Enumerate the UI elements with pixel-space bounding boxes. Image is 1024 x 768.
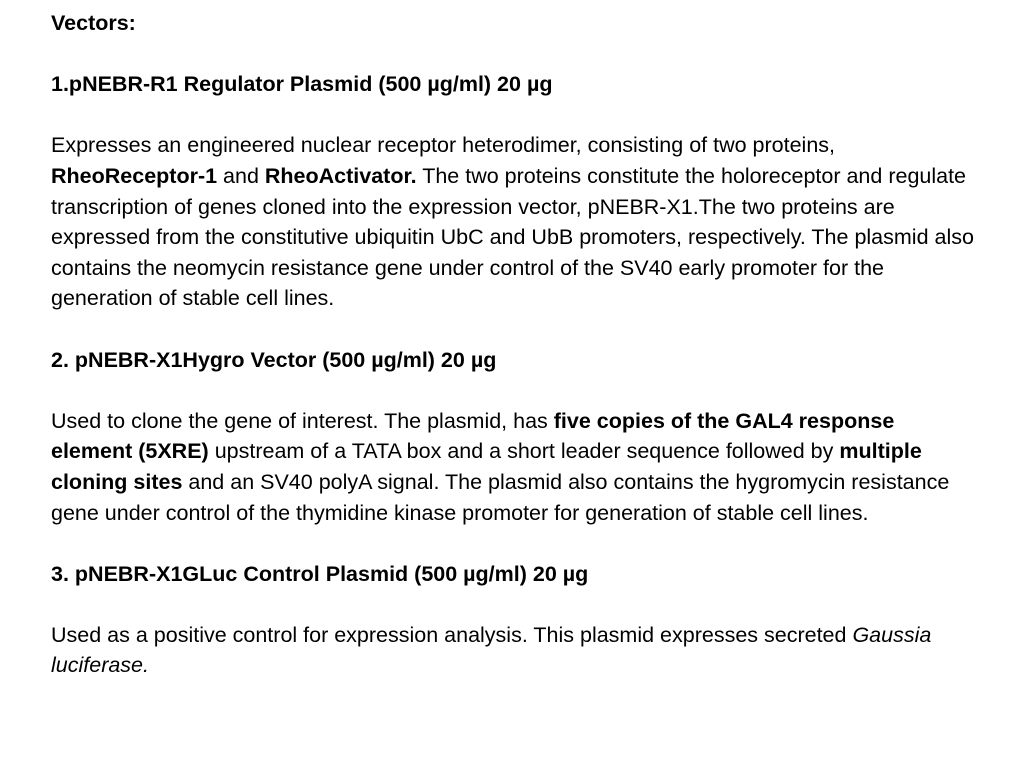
spacer <box>51 589 981 620</box>
italic-term-gaussia-luciferase: Gaussia luciferase. <box>51 622 932 678</box>
section-heading-hygro-vector: 2. pNEBR-X1Hygro Vector (500 µg/ml) 20 µg <box>51 347 497 372</box>
spacer <box>51 39 981 70</box>
section-heading-regulator-plasmid: 1.pNEBR-R1 Regulator Plasmid (500 µg/ml) 20 µg <box>51 72 553 97</box>
section-paragraph-gluc-control <box>51 620 981 681</box>
text-run: upstream of a TATA box and a short leader sequence followed by <box>208 439 840 464</box>
section-heading-gluc-control: 3. pNEBR-X1GLuc Control Plasmid (500 µg/ml) 20 µg <box>51 561 589 586</box>
section-paragraph-regulator-plasmid <box>51 130 981 314</box>
text-run: and <box>217 163 265 188</box>
text-run: and an SV40 polyA signal. The plasmid also contains the hygromycin resistance gene under control of the thymidine kinase promoter for generation of stable cell lines. <box>51 469 950 525</box>
page-title: Vectors: <box>51 11 136 35</box>
section-paragraph-hygro-vector <box>51 406 981 528</box>
document-page <box>51 8 981 681</box>
spacer <box>51 528 981 559</box>
spacer <box>51 314 981 345</box>
bold-term-multiple-cloning-sites: multiple cloning sites <box>51 439 922 494</box>
text-run: The two proteins constitute the holoreceptor and regulate transcription of genes cloned into the expression vector, pNEBR-X1.The two proteins are expressed from the constitutive ubiquitin UbC and UbB promoters, respectively. The plasmid also contains the neomycin resistance gene under control of the SV40 early promoter for the generation of stable cell lines. <box>51 163 974 311</box>
text-run: Used to clone the gene of interest. The plasmid, has <box>51 408 554 433</box>
bold-term-rheoactivator: RheoActivator. <box>264 163 417 188</box>
bold-term-gal4-response-element: five copies of the GAL4 response element (5XRE) <box>51 408 895 464</box>
spacer <box>51 100 981 131</box>
text-run: Expresses an engineered nuclear receptor heterodimer, consisting of two proteins, <box>51 133 835 158</box>
bold-term-rheoreceptor: RheoReceptor-1 <box>51 163 218 188</box>
spacer <box>51 375 981 406</box>
text-run: Used as a positive control for expression analysis. This plasmid expresses secreted <box>51 622 853 647</box>
